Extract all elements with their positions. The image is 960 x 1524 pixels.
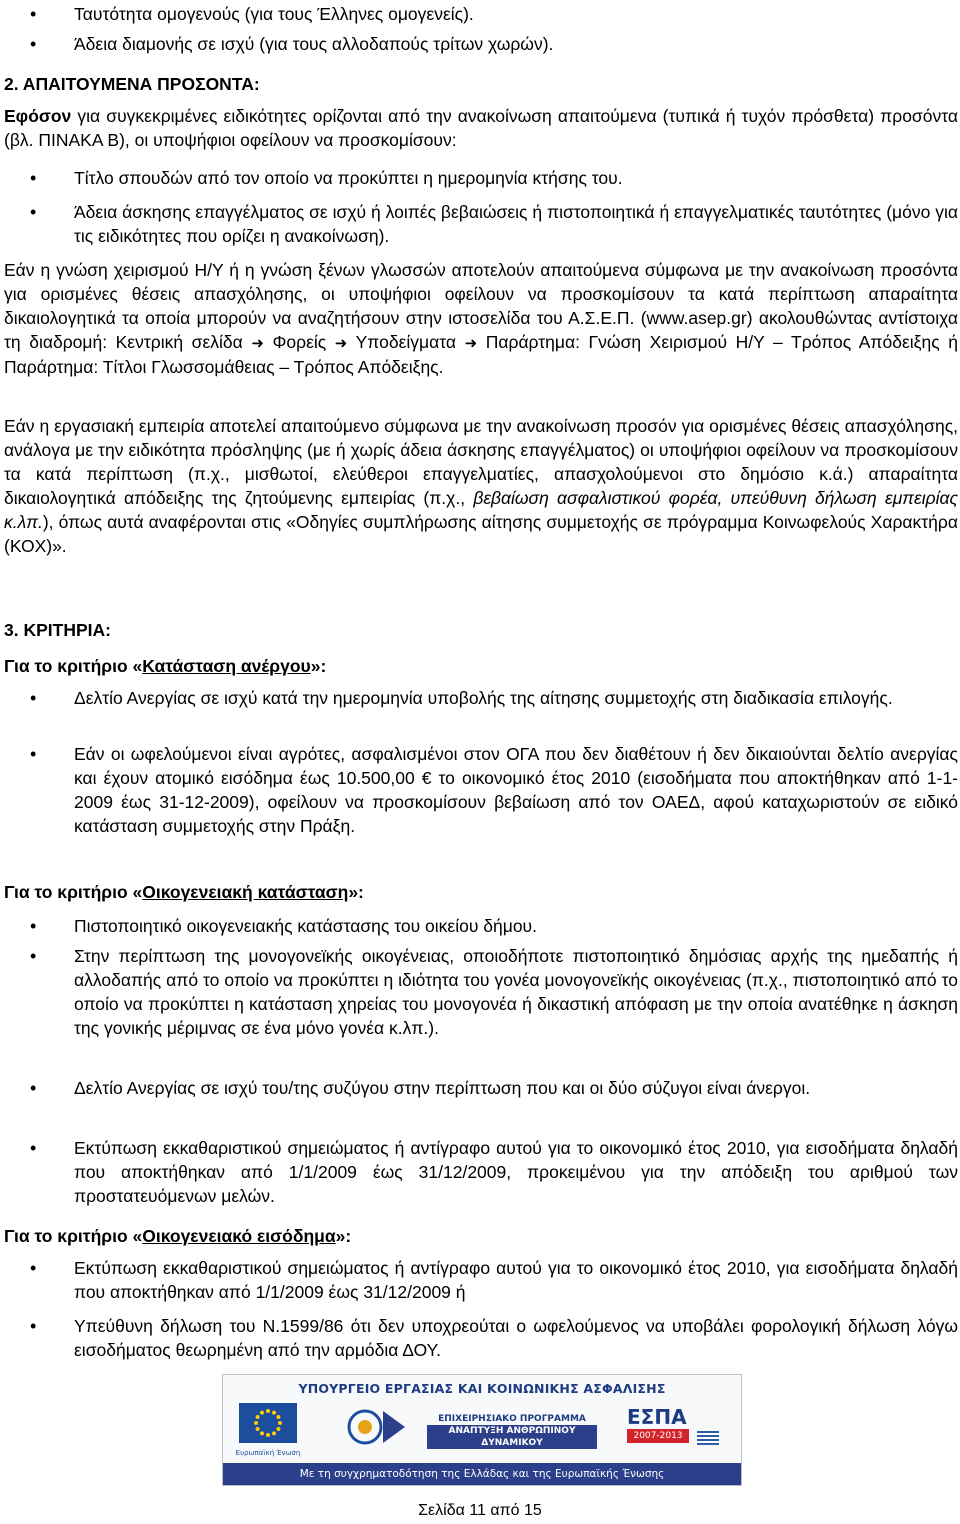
- funding-banner: [222, 1374, 742, 1486]
- list-item: • Άδεια διαμονής σε ισχύ (για τους αλλοδαπούς τρίτων χωρών).: [74, 32, 958, 56]
- text: Εάν η γνώση χειρισμού Η/Υ ή η γνώση ξένων γλωσσών αποτελούν απαιτούμενα σύμφωνα με την ανακοίνωση προσόντα για ορισμένες θέσεις απασχόλησης, οι υποψήφιοι οφείλουν να προσκομίσουν τα κατά περίπτωση απαραίτητα δικαιολογητικά τα οποία μπορούν να αναζητήσουν στην ιστοσελίδα του Α.Σ.Ε.Π. (www.asep.gr) ακολουθώντας αντίστοιχα τη διαδρομή: Κεντρική σελίδα: [4, 260, 958, 352]
- text: Φορείς: [272, 332, 327, 352]
- list-item: • Ταυτότητα ομογενούς (για τους Έλληνες ομογενείς).: [74, 2, 958, 26]
- text: για συγκεκριμένες ειδικότητες ορίζονται από την ανακοίνωση απαιτούμενα (τυπικά ή τυχόν πρόσθετα) προσόντα (βλ. ΠΙΝΑΚΑ Β), οι υποψήφιοι οφείλουν να προσκομίσουν:: [4, 106, 958, 150]
- section-heading: 3. ΚΡΙΤΗΡΙΑ:: [4, 620, 111, 640]
- arrow-right-icon: ➜: [464, 334, 478, 352]
- text: ), όπως αυτά αναφέρονται στις «Οδηγίες συμπλήρωσης αίτησης συμμετοχής σε πρόγραμμα Κοινωφελούς Χαρακτήρα (ΚΟΧ)».: [4, 512, 958, 556]
- list-item: • Στην περίπτωση της μονογονεϊκής οικογένειας, οποιοδήποτε πιστοποιητικό δημόσιας αρχής της ημεδαπής ή αλλοδαπής από το οποίο να προκύπτει η ιδιότητα του γονέα μονογονεϊκής οικογένειας (π.χ., πιστοποιητικό από το οποίο να προκύπτει η κατάσταση χηρείας του μονογονέα ή δικαστική απόφαση με την οποία ανατέθηκε η άσκηση της γονικής μέριμνας σε ένα μόνο γονέα κ.λπ.).: [74, 944, 958, 1040]
- program-logo: [343, 1401, 413, 1453]
- paragraph: [4, 258, 958, 379]
- text: Υποδείγματα: [355, 332, 457, 352]
- paragraph: [4, 414, 958, 558]
- criterion-heading: Για το κριτήριο «Οικογενειακή κατάσταση»:: [4, 882, 364, 902]
- list-item: • Δελτίο Ανεργίας σε ισχύ κατά την ημερομηνία υποβολής της αίτησης συμμετοχής στη διαδικασία επιλογής.: [74, 686, 958, 710]
- espa-logo: ΕΣΠΑ 2007-2013: [627, 1405, 731, 1457]
- list-item: • Υπεύθυνη δήλωση του Ν.1599/86 ότι δεν υποχρεούται ο ωφελούμενος να υποβάλει φορολογική δήλωση λόγω εισοδήματος θεωρημένη από την αρμόδια ΔΟΥ.: [74, 1314, 958, 1362]
- list-item: • Εκτύπωση εκκαθαριστικού σημειώματος ή αντίγραφο αυτού για το οικονομικό έτος 2010, για εισοδήματα δηλαδή που αποκτήθηκαν από 1/1/2009 έως 31/12/2009, προκειμένου για την απόδειξη του αριθμού των προστατευόμενων μελών.: [74, 1136, 958, 1208]
- list-item: • Εκτύπωση εκκαθαριστικού σημειώματος ή αντίγραφο αυτού για το οικονομικό έτος 2010, για εισοδήματα δηλαδή που αποκτήθηκαν από 1/1/2009 έως 31/12/2009 ή: [74, 1256, 958, 1304]
- ministry-title: ΥΠΟΥΡΓΕΙΟ ΕΡΓΑΣΙΑΣ ΚΑΙ ΚΟΙΝΩΝΙΚΗΣ ΑΣΦΑΛΙΣΗΣ: [298, 1381, 666, 1396]
- greek-flag-icon: [697, 1431, 719, 1445]
- list-item: • Τίτλο σπουδών από τον οποίο να προκύπτει η ημερομηνία κτήσης του.: [74, 166, 958, 190]
- criterion-name: Οικογενειακή κατάσταση: [142, 882, 349, 902]
- arrow-right-icon: ➜: [251, 334, 264, 352]
- text: Παράρτημα: Γνώση Χειρισμού Η/Υ – Τρόπος Απόδειξης ή Παράρτημα: Τίτλοι Γλωσσομάθειας – Τρόπος Απόδειξης.: [4, 332, 958, 377]
- eu-label: Ευρωπαϊκή Ένωση: [235, 1449, 301, 1457]
- list-item: • Δελτίο Ανεργίας σε ισχύ του/της συζύγου στην περίπτωση που και οι δύο σύζυγοι είναι άνεργοι.: [74, 1076, 958, 1100]
- section-heading: 2. ΑΠΑΙΤΟΥΜΕΝΑ ΠΡΟΣΟΝΤΑ:: [4, 74, 260, 94]
- paragraph: [4, 104, 958, 152]
- list-item: • Άδεια άσκησης επαγγέλματος σε ισχύ ή λοιπές βεβαιώσεις ή πιστοποιητικά ή επαγγελματικές ταυτότητες (μόνο για τις ειδικότητες που ορίζει η ανακοίνωση).: [74, 200, 958, 248]
- cofunding-line: Με τη συγχρηματοδότηση της Ελλάδας και της Ευρωπαϊκής Ένωσης: [223, 1463, 741, 1485]
- text: Εάν η εργασιακή εμπειρία αποτελεί απαιτούμενο σύμφωνα με την ανακοίνωση προσόν για ορισμένες θέσεις απασχόλησης, ανάλογα με την ειδικότητα πρόσληψης (με ή χωρίς άδεια άσκησης επαγγέλματος) οι υποψήφιοι οφείλουν να προσκομίσουν τα κατά περίπτωση (π.χ., μισθωτοί, ελεύθεροι επαγγελματίες, απασχολούμενοι στο δημόσιο κ.ά.) απαραίτητα δικαιολογητικά απόδειξης της ζητούμενης εμπειρίας (π.χ.,: [4, 416, 958, 508]
- program-title: ΕΠΙΧΕΙΡΗΣΙΑΚΟ ΠΡΟΓΡΑΜΜΑ ΑΝΑΠΤΥΞΗ ΑΝΘΡΩΠΙΝΟΥ ΔΥΝΑΜΙΚΟΥ: [427, 1413, 597, 1449]
- criterion-heading: Για το κριτήριο «Κατάσταση ανέργου»:: [4, 656, 327, 676]
- list-item: • Εάν οι ωφελούμενοι είναι αγρότες, ασφαλισμένοι στον ΟΓΑ που δεν διαθέτουν ή δεν δικαιούνται δελτίο ανεργίας και έχουν ατομικό εισόδημα έως 10.500,00 € το οικονομικό έτος 2010 (εισοδήματα που αποκτήθηκαν από 1-1-2009 έως 31-12-2009), οφείλουν να προσκομίσουν βεβαίωση από τον ΟΑΕΔ, αφού καταχωριστούν σε ειδικό κατάσταση συμμετοχής στην Πράξη.: [74, 742, 958, 838]
- criterion-name: Κατάσταση ανέργου: [142, 656, 311, 676]
- arrow-right-icon: ➜: [334, 334, 348, 352]
- italic-text: βεβαίωση ασφαλιστικού φορέα, υπεύθυνη δήλωση εμπειρίας κ.λπ.: [4, 488, 958, 532]
- eu-flag-logo: [233, 1399, 303, 1461]
- list-item: • Πιστοποιητικό οικογενειακής κατάστασης του οικείου δήμου.: [74, 914, 958, 938]
- criterion-name: Οικογενειακό εισόδημα: [142, 1226, 336, 1246]
- page-number: Σελίδα 11 από 15: [418, 1502, 542, 1519]
- emphasis: Εφόσον: [4, 106, 72, 126]
- criterion-heading: Για το κριτήριο «Οικογενειακό εισόδημα»:: [4, 1226, 352, 1246]
